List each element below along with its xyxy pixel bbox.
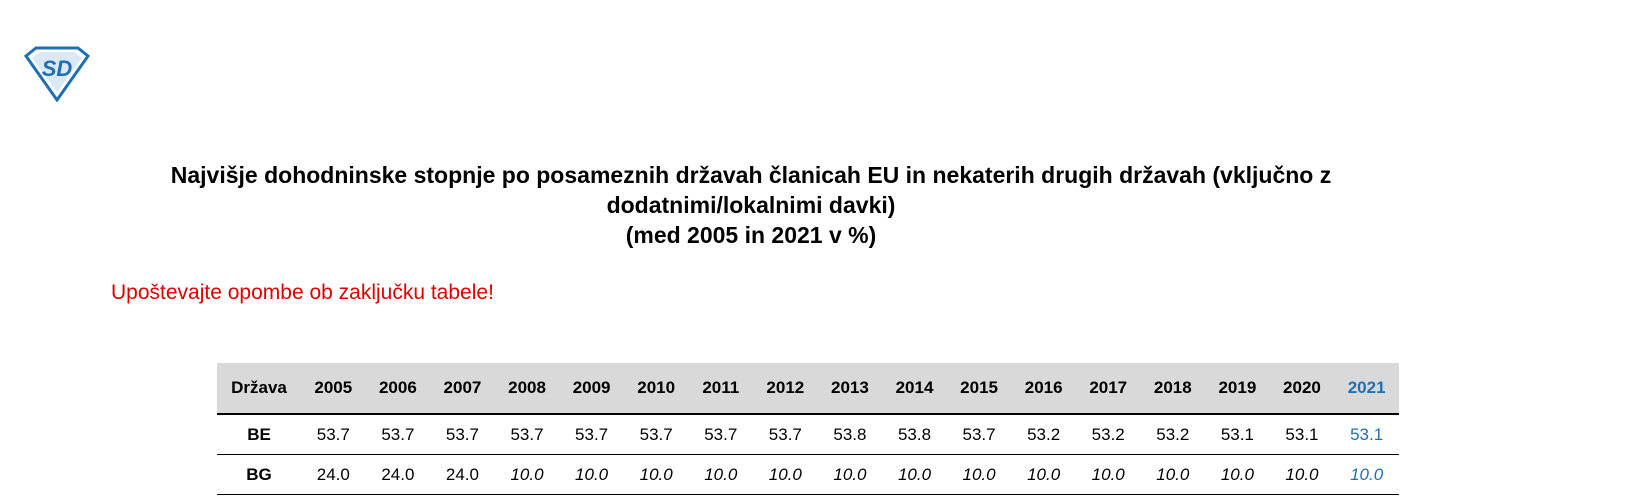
title-line: Najvišje dohodninske stopnje po posameznih državah članicah EU in nekaterih drugih državah (vključno z bbox=[170, 162, 1332, 188]
rate-cell: 53.8 bbox=[882, 414, 947, 455]
column-header-year: 2015 bbox=[947, 363, 1012, 414]
tax-rate-table bbox=[217, 363, 1399, 495]
table-header-row bbox=[217, 363, 1399, 414]
table-row bbox=[217, 455, 1399, 495]
rate-cell: 53.2 bbox=[1076, 414, 1141, 455]
column-header-year: 2012 bbox=[753, 363, 818, 414]
rate-cell: 10.0 bbox=[947, 455, 1012, 495]
rate-cell: 53.7 bbox=[495, 414, 560, 455]
column-header-year: 2010 bbox=[624, 363, 689, 414]
rate-cell: 10.0 bbox=[624, 455, 689, 495]
table-row bbox=[217, 414, 1399, 455]
logo-text: SD bbox=[41, 56, 73, 81]
rate-cell: 24.0 bbox=[301, 455, 366, 495]
column-header-year: 2017 bbox=[1076, 363, 1141, 414]
column-header-year: 2021 bbox=[1334, 363, 1399, 414]
column-header-year: 2020 bbox=[1270, 363, 1335, 414]
rate-cell: 10.0 bbox=[1205, 455, 1270, 495]
column-header-year: 2005 bbox=[301, 363, 366, 414]
column-header-year: 2007 bbox=[430, 363, 495, 414]
rate-cell: 53.7 bbox=[753, 414, 818, 455]
column-header-year: 2011 bbox=[688, 363, 753, 414]
rate-cell: 10.0 bbox=[688, 455, 753, 495]
rate-cell: 53.8 bbox=[818, 414, 883, 455]
column-header-year: 2016 bbox=[1011, 363, 1076, 414]
column-header-year: 2008 bbox=[495, 363, 560, 414]
rate-cell: 10.0 bbox=[753, 455, 818, 495]
rate-cell: 10.0 bbox=[1334, 455, 1399, 495]
rate-cell: 53.1 bbox=[1205, 414, 1270, 455]
rate-cell: 53.2 bbox=[1141, 414, 1206, 455]
rate-cell: 53.7 bbox=[947, 414, 1012, 455]
rate-cell: 53.7 bbox=[688, 414, 753, 455]
rate-cell: 53.7 bbox=[624, 414, 689, 455]
rate-cell: 53.7 bbox=[559, 414, 624, 455]
rate-cell: 10.0 bbox=[1076, 455, 1141, 495]
rate-cell: 24.0 bbox=[430, 455, 495, 495]
column-header-year: 2018 bbox=[1141, 363, 1206, 414]
rate-cell: 10.0 bbox=[1141, 455, 1206, 495]
table-body bbox=[217, 414, 1399, 495]
column-header-year: 2019 bbox=[1205, 363, 1270, 414]
rate-cell: 53.7 bbox=[301, 414, 366, 455]
column-header-year: 2013 bbox=[818, 363, 883, 414]
country-cell: BG bbox=[217, 455, 301, 495]
rate-cell: 10.0 bbox=[882, 455, 947, 495]
rate-cell: 10.0 bbox=[1270, 455, 1335, 495]
rate-cell: 53.1 bbox=[1334, 414, 1399, 455]
title-line: dodatnimi/lokalnimi davki) bbox=[606, 192, 896, 218]
rate-cell: 53.2 bbox=[1011, 414, 1076, 455]
sd-logo-icon bbox=[22, 46, 92, 102]
rate-cell: 10.0 bbox=[559, 455, 624, 495]
rate-cell: 10.0 bbox=[818, 455, 883, 495]
rate-cell: 24.0 bbox=[366, 455, 431, 495]
column-header-year: 2014 bbox=[882, 363, 947, 414]
rate-cell: 10.0 bbox=[495, 455, 560, 495]
rate-cell: 10.0 bbox=[1011, 455, 1076, 495]
table-note: Upoštevajte opombe ob zaključku tabele! bbox=[111, 281, 494, 304]
column-header-year: 2006 bbox=[366, 363, 431, 414]
rate-cell: 53.7 bbox=[366, 414, 431, 455]
page-title bbox=[0, 160, 1502, 250]
column-header-country: Država bbox=[217, 363, 301, 414]
rate-cell: 53.1 bbox=[1270, 414, 1335, 455]
country-cell: BE bbox=[217, 414, 301, 455]
column-header-year: 2009 bbox=[559, 363, 624, 414]
title-line: (med 2005 in 2021 v %) bbox=[625, 222, 877, 248]
rate-cell: 53.7 bbox=[430, 414, 495, 455]
